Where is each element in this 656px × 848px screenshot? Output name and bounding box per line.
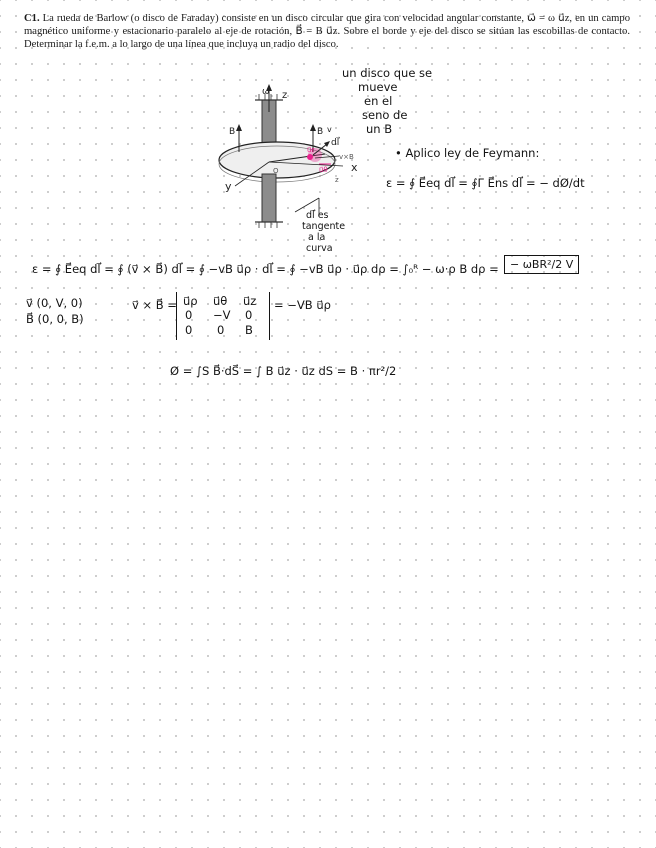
problem-text: La rueda de Barlow (o disco de Faraday) consiste en un disco circular que gira con velocidad angular constante, ω⃗ = ω u⃗z, en un campo magnético uniforme y estacionario paralelo al eje de rotación, B⃗ = B u⃗z. Sobre el borde y eje del disco se sitúan las escobillas de contacto. Determinar la f.e.m. a lo largo de una línea que incluya un radio del disco. <box>24 13 631 51</box>
note-disk-moving-1: un disco que se <box>342 66 433 80</box>
small-z-label: z <box>335 176 339 184</box>
matrix-cell: B <box>245 323 253 337</box>
matrix-cell: 0 <box>185 323 193 337</box>
note-dl-tangent-4: curva <box>306 243 333 254</box>
lower-shaft <box>262 174 276 222</box>
cross-product-matrix <box>176 292 270 340</box>
problem-statement <box>24 12 630 52</box>
ur-label: u⃗r <box>307 146 315 154</box>
z-axis-label: z <box>282 90 288 101</box>
result-box: − ωBR²/2 V <box>504 255 579 274</box>
barlow-wheel-figure <box>215 82 385 242</box>
dl-label: dl⃗ <box>331 138 340 148</box>
matrix-cell: −V <box>213 308 231 322</box>
flux-equation: Ø = ∫S B⃗·dS⃗ = ∫ B u⃗z · u⃗z dS = B · πr²/2 <box>170 364 397 378</box>
v-label: v <box>327 125 332 134</box>
note-disk-moving-3: en el <box>364 94 393 108</box>
matrix-cell: u⃗ρ <box>183 294 198 308</box>
utheta-label: u⃗θ <box>319 166 328 174</box>
emf-equation: ε = ∮ E⃗eq dl⃗ = ∮ (v⃗ × B⃗) dl⃗ = ∮ −vB u⃗ρ · dl⃗ = ∮ −vB u⃗ρ · u⃗ρ dρ = ∫₀ᴿ − ω·ρ B dρ = <box>32 262 499 276</box>
matrix-cell: u⃗z <box>243 294 257 308</box>
y-axis-label: y <box>225 180 232 193</box>
b-field-left-label: B <box>229 127 236 137</box>
note-disk-moving-5: un B <box>366 122 393 136</box>
disk-diagram <box>215 82 385 242</box>
note-dl-tangent-1: dl⃗ es <box>306 210 329 221</box>
matrix-cell: 0 <box>185 308 193 322</box>
matrix-cell: 0 <box>245 308 253 322</box>
x-axis-label: x <box>351 161 358 174</box>
note-dl-tangent-2: tangente <box>302 221 346 232</box>
note-dl-tangent-3: a la <box>308 232 326 243</box>
b-vector: B⃗ (0, 0, B) <box>26 312 84 326</box>
cross-product-prefix: v⃗ × B⃗ = <box>132 298 177 312</box>
matrix-cell: u⃗θ <box>213 294 228 308</box>
origin-label: O <box>273 167 279 175</box>
cross-product-result: = −VB u⃗ρ <box>274 298 331 312</box>
v-vector: v⃗ (0, V, 0) <box>26 296 83 310</box>
note-disk-moving-2: mueve <box>358 80 398 94</box>
vxb-label: v×B <box>339 153 354 161</box>
problem-label: C1. <box>24 13 40 24</box>
note-apply-law-formula: ε = ∮ E⃗eq dl⃗ = ∮Γ E⃗ns dl⃗ = − dØ/dt <box>386 176 585 190</box>
note-apply-law: • Aplico ley de Feymann: <box>395 146 540 160</box>
matrix-cell: 0 <box>217 323 225 337</box>
omega-label: ω <box>262 87 270 97</box>
b-field-right-label: B <box>317 127 324 137</box>
note-disk-moving-4: seno de <box>362 108 408 122</box>
